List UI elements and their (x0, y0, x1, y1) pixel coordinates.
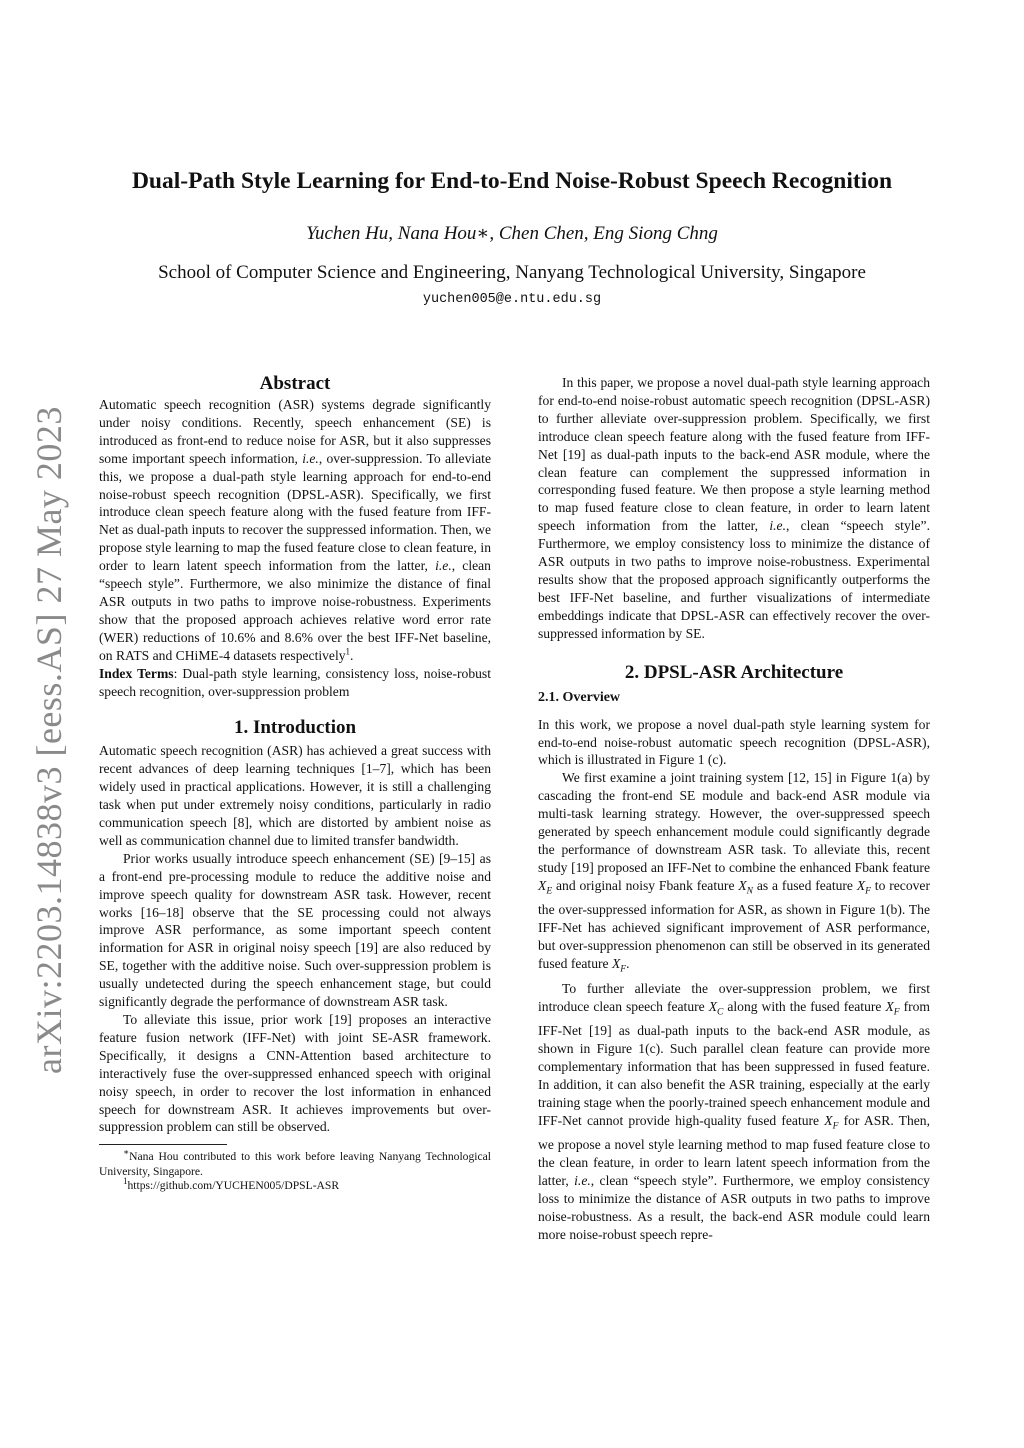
arch-p2-d: to recover the over-suppressed information for ASR, as shown in Figure 1(b). The IFF-Net has achieved significant improvement of ASR performance, but over-suppression phenomenon can still be observed in its generated fused feature (538, 877, 930, 972)
arch-heading: 2. DPSL-ASR Architecture (624, 661, 844, 683)
intro-heading: 1. Introduction (233, 717, 357, 739)
intro-paragraph-2: Prior works usually introduce speech enhancement (SE) [9–15] as a front-end pre-processing module to reduce the additive noise and improve speech quality for downstream ASR task. However, recent works [16–18] observe that the SE processing could not always improve ASR performance, as some important speech content information for ASR in original noisy speech [19] are also reduced by SE, together with the additive noise. Such over-suppression problem is usually undetected during the speech enhancement stage, but could significantly degrade the performance of downstream ASR task. (99, 850, 491, 1010)
abstract-ie-1: i.e. (302, 450, 319, 466)
arch-p2-a: We first examine a joint training system [12, 15] in Figure 1(a) by cascading the front-end SE module and back-end ASR module via multi-task learning strategy. However, the over-suppressed speech generated by speech enhancement module could significantly degrade the performance of downstream ASR task. To alleviate this, recent study [19] proposed an IFF-Net to combine the enhanced Fbank feature (538, 770, 930, 875)
arch-paragraph-3 (538, 980, 930, 1244)
author-email: yuchen005@e.ntu.edu.sg (422, 292, 602, 307)
intro-p4-text-1: In this paper, we propose a novel dual-path style learning approach for end-to-end noise-robust automatic speech recognition (DPSL-ASR) to further alleviate over-suppression problem. Specifically, we first introduce clean speech feature along with the fused feature from IFF-Net [19] as dual-path inputs to the back-end ASR module, where the clean feature can complement the suppressed information in corresponding fused feature. We then propose a style learning method to map fused feature close to clean feature, in order to learn latent speech information from the latter, (538, 375, 930, 534)
intro-paragraph-1: Automatic speech recognition (ASR) has achieved a great success with recent advances of deep learning techniques [1–7], which has been widely used in practical applications. However, it is still a challenging task when put under extremely noisy conditions, particularly in radio communication speech [8], which are distorted by ambient noise as well as communication channel due to limited transfer bandwidth. (99, 743, 491, 848)
abstract-text (99, 396, 491, 665)
symbol-x-n: $X_N$ (738, 877, 753, 897)
footnote-1-text: Nana Hou contributed to this work before leaving Nanyang Technological University, Singapore. (99, 1150, 491, 1178)
abstract-text-3: , clean “speech style”. Furthermore, we also minimize the distance of final ASR outputs in two paths to improve noise-robustness. Experiments show that the proposed approach achieves relative word error rate (WER) reductions of 10.6% and 8.6% over the best IFF-Net baseline, on RATS and CHiME-4 datasets respectively (99, 558, 491, 663)
left-column (99, 372, 491, 1194)
arxiv-stamp: arXiv:2203.14838v3 [eess.AS] 27 May 2023 (29, 406, 69, 1074)
arch-p3-c: from IFF-Net [19] as dual-path inputs to the back-end ASR module, as shown in Figure 1(c). Such parallel clean feature can provide more complementary information that has been suppressed in fused feature. In addition, it can also benefit the ASR training, especially at the early training stage when the poorly-trained speech enhancement module and IFF-Net cannot provide high-quality fused feature (538, 998, 931, 1128)
arch-p3-e: , clean “speech style”. Furthermore, we employ consistency loss to minimize the distance of ASR outputs in two paths to improve noise-robustness. As a result, the back-end ASR module could learn more noise-robust speech repre- (538, 1173, 930, 1242)
abstract-text-1: Automatic speech recognition (ASR) systems degrade significantly under noisy conditions. Recently, speech enhancement (SE) is introduced as front-end to reduce noise for ASR, but it also suppresses some important speech information, (99, 397, 491, 466)
paper-authors: Yuchen Hu, Nana Hou∗, Chen Chen, Eng Siong Chng (306, 223, 718, 244)
abstract-end: . (350, 647, 354, 663)
intro-paragraph-4 (538, 374, 930, 643)
index-terms-text: : Dual-path style learning, consistency loss, noise-robust speech recognition, over-suppression problem (99, 665, 491, 699)
intro-paragraph-3: To alleviate this issue, prior work [19] proposes an interactive feature fusion network (IFF-Net) with joint SE-ASR framework. Specifically, it designs a CNN-Attention based architecture to interactively fuse the over-suppressed enhanced speech with original noisy speech, in order to recover the lost information in enhanced speech for downstream ASR. It achieves improvements but over-suppression problem can still be observed. (99, 1012, 491, 1135)
symbol-x-e: $X_E$ (538, 877, 553, 897)
arch-p3-a: To further alleviate the over-suppression problem, we first introduce clean speech feature (538, 980, 930, 1014)
symbol-x-c: $X_C$ (708, 998, 724, 1018)
intro-p4-ie: i.e. (769, 518, 786, 534)
footnote-2-mark: 1 (123, 1176, 128, 1187)
symbol-x-f: $X_F$ (885, 998, 900, 1018)
arch-p2-b: and original noisy Fbank feature (555, 877, 735, 893)
abstract-footnote-mark: 1 (345, 646, 351, 657)
arch-p2-c: as a fused feature (756, 877, 853, 893)
abstract-heading: Abstract (259, 373, 331, 394)
footnote-2-link[interactable]: https://github.com/YUCHEN005/DPSL-ASR (127, 1179, 340, 1193)
symbol-x-f: $X_F$ (856, 877, 871, 897)
symbol-x-f: $X_F$ (611, 956, 627, 975)
index-terms-label: Index Terms (99, 665, 174, 681)
overview-subheading: 2.1. Overview (538, 689, 621, 705)
arch-p3-ie: i.e. (574, 1173, 591, 1189)
arch-p3-d: for ASR. Then, we propose a novel style learning method to map fused feature close to the clean feature, in order to learn latent speech information from the latter, (538, 1112, 930, 1189)
footnote-2 (99, 1176, 491, 1193)
paper-title: Dual-Path Style Learning for End-to-End Noise-Robust Speech Recognition (131, 168, 893, 194)
footnote-rule (99, 1144, 227, 1145)
intro-p4-text-2: , clean “speech style”. Furthermore, we employ consistency loss to minimize the distance of ASR outputs in two paths to improve noise-robustness. Experimental results show that the proposed approach significantly outperforms the best IFF-Net baseline, and further visualizations of intermediate embeddings indicate that DPSL-ASR can effectively recover the over-suppressed information by SE. (538, 518, 930, 641)
abstract-ie-2: i.e. (435, 558, 452, 574)
arch-paragraph-1: In this work, we propose a novel dual-path style learning system for end-to-end noise-robust automatic speech recognition (DPSL-ASR), which is illustrated in Figure 1 (c). (538, 716, 930, 768)
index-terms (99, 665, 491, 701)
paper-affiliation: School of Computer Science and Engineering, Nanyang Technological University, Singapore (158, 262, 866, 283)
arch-p3-b: along with the fused feature (727, 998, 882, 1014)
footnote-1 (99, 1147, 491, 1179)
arch-p2-e: . (626, 956, 630, 972)
footnote-1-mark: ∗ (123, 1147, 130, 1158)
abstract-text-2: , over-suppression. To alleviate this, we propose a dual-path style learning approach for end-to-end noise-robust speech recognition (DPSL-ASR). Specifically, we first introduce clean speech feature along with the fused feature from IFF-Net as dual-path inputs to recover the suppressed information. Then, we propose style learning to map the fused feature close to clean feature, in order to learn latent speech information from the latter, (99, 450, 491, 574)
symbol-x-f: $X_F$ (824, 1112, 839, 1132)
right-column (538, 374, 930, 1244)
arch-paragraph-2 (538, 769, 930, 979)
